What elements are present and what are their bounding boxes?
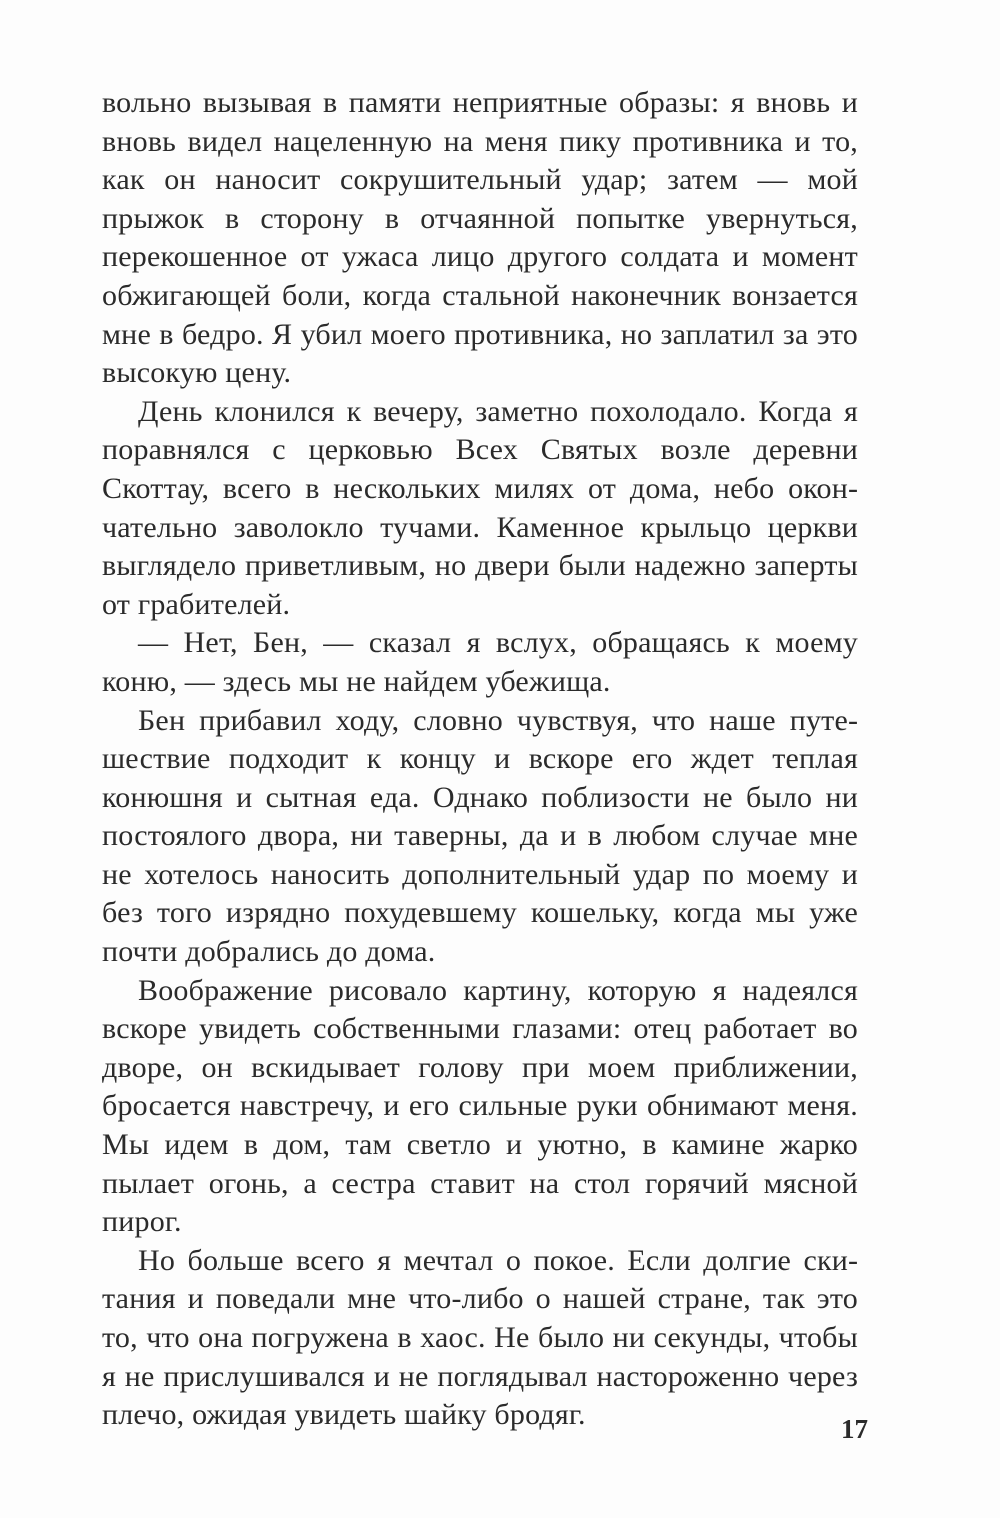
paragraph-continued: вольно вызывая в памяти неприятные образы: я вновь и вновь видел нацеленную на меня пику противника и то, как он наносит сокрушительный удар; затем — мой прыжок в сторону в отчаянной попытке увернуться, перекошенное от ужаса лицо другого солдата и момент обжигающей боли, когда стальной наконечник вонзается мне в бедро. Я убил моего противника, но заплатил за это высокую цену. [102,86,858,390]
page-number: 17 [841,1414,868,1444]
paragraph: День клонился к вечеру, заметно похолодало. Когда я поравнялся с церковью Всех Святых возле деревни Скоттау, всего в нескольких милях от дома, небо окончательно заволокло тучами. Каменное крыльцо церкви выглядело приветливым, но двери были надежно заперты от грабителей. [102,394,858,621]
paragraph: Бен прибавил ходу, словно чувствуя, что наше путешествие подходит к концу и вскоре его ждет теплая конюшня и сытная еда. Однако поблизости не было ни постоялого двора, ни таверны, да и в любом случае мне не хотелось наносить дополнительный удар по моему и без того изрядно похудевшему кошельку, когда мы уже почти добрались до дома. [102,703,858,969]
body-text [102,84,858,1435]
dialogue-paragraph: — Нет, Бен, — сказал я вслух, обращаясь к моему коню, — здесь мы не найдем убежища. [102,626,858,698]
paragraph: Но больше всего я мечтал о покое. Если долгие скитания и поведали мне что-либо о нашей стране, так это то, что она погружена в хаос. Не было ни секунды, чтобы я не прислушивался и не поглядывал настороженно через плечо, ожидая увидеть шайку бродяг. [102,1243,858,1432]
paragraph: Воображение рисовало картину, которую я надеялся вскоре увидеть собственными глазами: отец работает во дворе, он вскидывает голову при моем приближении, бросается навстречу, и его сильные руки обнимают меня. Мы идем в дом, там светло и уютно, в камине жарко пылает огонь, а сестра ставит на стол горячий мясной пирог. [102,973,858,1239]
